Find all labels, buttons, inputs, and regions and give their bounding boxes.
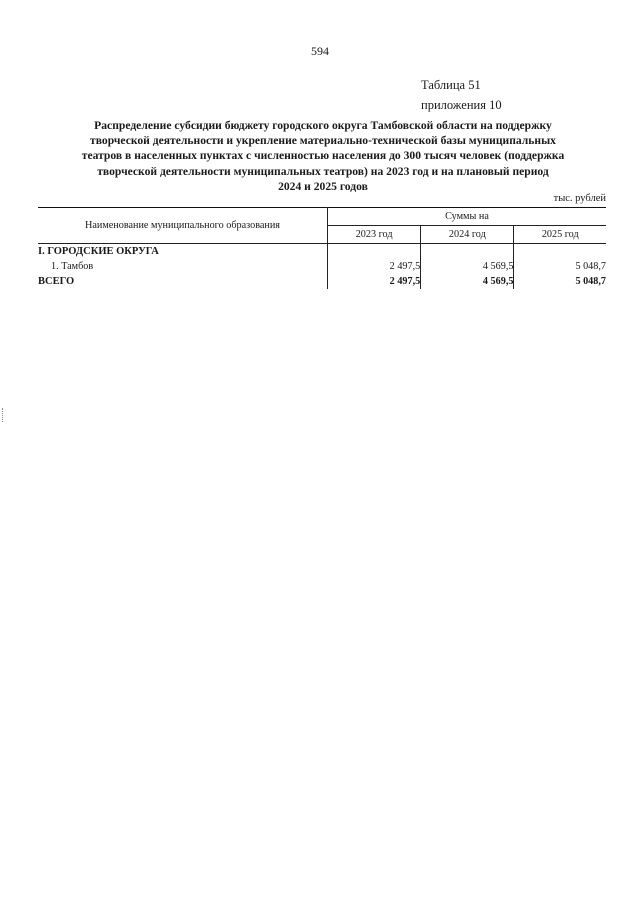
total-row — [38, 274, 606, 289]
appendix-label: приложения 10 — [421, 98, 502, 112]
section-cell — [421, 244, 514, 260]
section-cell — [514, 244, 606, 260]
table-row — [38, 259, 606, 274]
header-municipality: Наименование муниципального образования — [38, 208, 328, 244]
section-cell — [328, 244, 421, 260]
header-row — [38, 208, 606, 226]
total-2025: 5 048,7 — [575, 276, 606, 287]
subsidy-table — [38, 207, 606, 289]
total-name: ВСЕГО — [38, 274, 328, 289]
document-title — [40, 118, 606, 194]
header-sums: Суммы на — [328, 208, 607, 226]
row-name: 1. Тамбов — [38, 259, 328, 274]
total-2023: 2 497,5 — [389, 276, 421, 287]
title-line: театров в населенных пунктах с численностью населения до 300 тысяч человек (поддержка — [81, 149, 565, 163]
scan-margin-mark — [2, 408, 5, 422]
page-number: 594 — [311, 44, 329, 58]
title-line: творческой деятельности и укрепление материально-технической базы муниципальных — [90, 134, 556, 148]
table-label: Таблица 51 — [421, 78, 481, 92]
title-line: творческой деятельности муниципальных театров) на 2023 год и на плановый период — [97, 164, 549, 178]
section-row — [38, 244, 606, 260]
header-year-2023: 2023 год — [328, 226, 421, 244]
title-line: 2024 и 2025 годов — [278, 179, 368, 193]
total-2024: 4 569,5 — [421, 274, 514, 289]
value-2023: 2 497,5 — [389, 261, 421, 272]
value-2025: 5 048,7 — [575, 261, 606, 272]
section-name: I. ГОРОДСКИЕ ОКРУГА — [38, 244, 328, 260]
header-year-2025: 2025 год — [514, 226, 606, 244]
header-year-2024: 2024 год — [421, 226, 514, 244]
units-label: тыс. рублей — [553, 193, 606, 204]
value-2024: 4 569,5 — [421, 259, 514, 274]
title-line: Распределение субсидии бюджету городского округа Тамбовской области на поддержку — [94, 119, 552, 132]
